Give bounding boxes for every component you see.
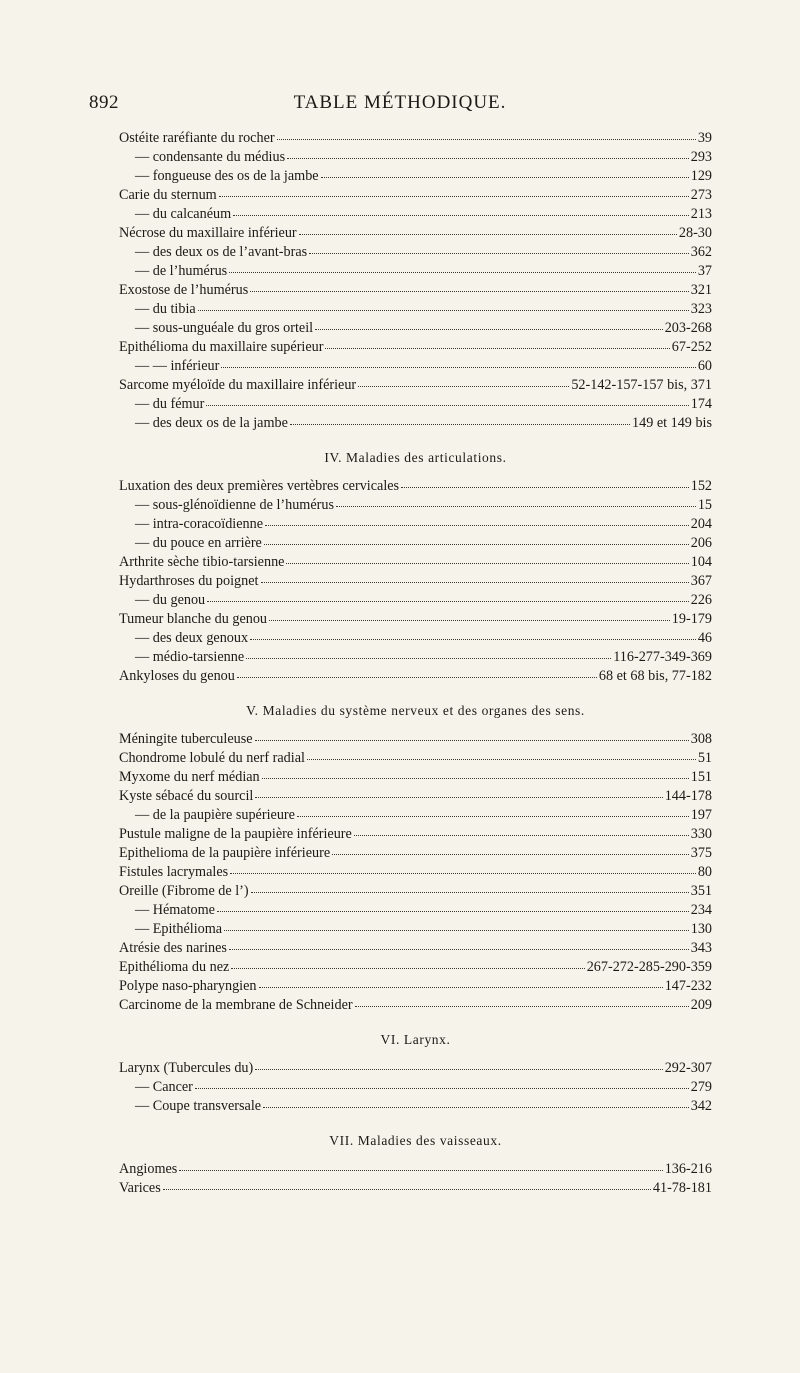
entry-label: — de l’humérus (135, 263, 228, 279)
entry-label: Ostéite raréfiante du rocher (119, 130, 275, 146)
dot-leader (290, 420, 630, 425)
index-entry (119, 1160, 712, 1179)
index-entry (119, 496, 712, 515)
entry-label: Carcinome de la membrane de Schneider (119, 997, 353, 1013)
page-reference: 273 (690, 187, 712, 203)
index-entry (119, 996, 712, 1015)
dot-leader (261, 578, 689, 583)
page-reference: 375 (690, 845, 712, 861)
entry-label: Chondrome lobulé du nerf radial (119, 750, 305, 766)
page-reference: 209 (690, 997, 712, 1013)
dot-leader (358, 382, 569, 387)
entry-label: — Cancer (135, 1079, 193, 1095)
dot-leader (321, 173, 689, 178)
index-entry (119, 534, 712, 553)
entry-label: — intra-coracoïdienne (135, 516, 264, 532)
section-title-vii: VII. Maladies des vaisseaux. (329, 1133, 502, 1148)
page-reference: 203-268 (664, 320, 712, 336)
dot-leader (297, 812, 689, 817)
dot-leader (259, 983, 663, 988)
entry-label: Arthrite sèche tibio-tarsienne (119, 554, 285, 570)
dot-leader (229, 268, 696, 273)
index-entry (119, 414, 712, 433)
page-reference: 234 (690, 902, 712, 918)
dot-leader (265, 521, 689, 526)
index-entry (119, 262, 712, 281)
index-entry (119, 553, 712, 572)
index-entry (119, 477, 712, 496)
entry-label: — du fémur (135, 396, 205, 412)
entry-label: — sous-unguéale du gros orteil (135, 320, 314, 336)
dot-leader (286, 559, 688, 564)
page-reference: 51 (697, 750, 712, 766)
page-reference: 343 (690, 940, 712, 956)
index-entry (119, 806, 712, 825)
page-reference: 293 (690, 149, 712, 165)
index-entry (119, 376, 712, 395)
index-entry (119, 844, 712, 863)
page-reference: 213 (690, 206, 712, 222)
index-entry (119, 205, 712, 224)
page-header (0, 92, 800, 116)
index-entry (119, 920, 712, 939)
entry-label: — Epithélioma (135, 921, 223, 937)
dot-leader (221, 363, 696, 368)
dot-leader (246, 654, 611, 659)
page-reference: 292-307 (664, 1060, 712, 1076)
index-entry (119, 515, 712, 534)
page-reference: 52-142-157-157 bis, 371 (571, 377, 712, 393)
page-reference: 197 (690, 807, 712, 823)
page-reference: 60 (697, 358, 712, 374)
page-reference: 136-216 (664, 1161, 712, 1177)
index-entry (119, 1097, 712, 1116)
entry-label: — du genou (135, 592, 206, 608)
page-reference: 39 (697, 130, 712, 146)
index-entry (119, 167, 712, 186)
dot-leader (250, 635, 696, 640)
entry-label: — fongueuse des os de la jambe (135, 168, 319, 184)
dot-leader (309, 249, 689, 254)
index-entry (119, 863, 712, 882)
entry-label: Pustule maligne de la paupière inférieure (119, 826, 352, 842)
page-reference: 19-179 (671, 611, 712, 627)
entry-label: Luxation des deux premières vertèbres cervicales (119, 478, 400, 494)
entry-label: Atrésie des narines (119, 940, 227, 956)
dot-leader (224, 926, 689, 931)
index-entry (119, 300, 712, 319)
entry-label: Epithélioma du nez (119, 959, 230, 975)
index-section-vii (119, 1160, 712, 1198)
index-entry (119, 629, 712, 648)
entry-label: Epithelioma de la paupière inférieure (119, 845, 331, 861)
entry-label: Tumeur blanche du genou (119, 611, 268, 627)
entry-label: Carie du sternum (119, 187, 217, 203)
page-reference: 308 (690, 731, 712, 747)
dot-leader (237, 673, 597, 678)
page-reference: 226 (690, 592, 712, 608)
page-reference: 46 (697, 630, 712, 646)
page-reference: 147-232 (664, 978, 712, 994)
dot-leader (207, 597, 689, 602)
index-entry (119, 667, 712, 686)
dot-leader (217, 907, 689, 912)
entry-label: Epithélioma du maxillaire supérieur (119, 339, 324, 355)
dot-leader (277, 135, 696, 140)
page-reference: 367 (690, 573, 712, 589)
dot-leader (325, 344, 669, 349)
page-reference: 149 et 149 bis (632, 415, 712, 431)
dot-leader (229, 945, 689, 950)
dot-leader (354, 831, 689, 836)
entry-label: — des deux os de l’avant-bras (135, 244, 308, 260)
page-reference: 362 (690, 244, 712, 260)
page-reference: 330 (690, 826, 712, 842)
entry-label: — de la paupière supérieure (135, 807, 295, 823)
index-section-iv (119, 477, 712, 686)
index-entry (119, 958, 712, 977)
page-reference: 28-30 (678, 225, 712, 241)
entry-label: Myxome du nerf médian (119, 769, 260, 785)
index-entry (119, 749, 712, 768)
dot-leader (299, 230, 677, 235)
page-reference: 151 (690, 769, 712, 785)
entry-label: — des deux os de la jambe (135, 415, 288, 431)
index-entry (119, 357, 712, 376)
index-entry (119, 730, 712, 749)
page-reference: 15 (697, 497, 712, 513)
entry-label: — médio-tarsienne (135, 649, 245, 665)
index-section-vi (119, 1059, 712, 1116)
page-reference: 129 (690, 168, 712, 184)
running-title: TABLE MÉTHODIQUE. (293, 92, 507, 113)
page-number: 892 (89, 92, 119, 113)
dot-leader (255, 793, 662, 798)
entry-label: Kyste sébacé du sourcil (119, 788, 254, 804)
page-reference: 144-178 (664, 788, 712, 804)
dot-leader (219, 192, 689, 197)
index-entry (119, 243, 712, 262)
page-reference: 67-252 (671, 339, 712, 355)
page-reference: 80 (697, 864, 712, 880)
dot-leader (179, 1166, 662, 1171)
entry-label: Oreille (Fibrome de l’) (119, 883, 249, 899)
index-entry (119, 882, 712, 901)
index-entry (119, 338, 712, 357)
index-entry (119, 610, 712, 629)
index-entry (119, 148, 712, 167)
index-entry (119, 901, 712, 920)
index-entry (119, 1078, 712, 1097)
page-reference: 174 (690, 396, 712, 412)
entry-label: — — inférieur (135, 358, 220, 374)
index-entry (119, 787, 712, 806)
index-entry (119, 768, 712, 787)
dot-leader (233, 211, 689, 216)
section-title-iv: IV. Maladies des articulations. (324, 450, 507, 465)
entry-label: — sous-glénoïdienne de l’humérus (135, 497, 334, 513)
dot-leader (262, 774, 689, 779)
page-reference: 267-272-285-290-359 (586, 959, 712, 975)
entry-label: — du tibia (135, 301, 196, 317)
entry-label: Nécrose du maxillaire inférieur (119, 225, 297, 241)
dot-leader (269, 616, 670, 621)
entry-label: Exostose de l’humérus (119, 282, 249, 298)
page-reference: 41-78-181 (652, 1180, 712, 1196)
entry-label: Angiomes (119, 1161, 178, 1177)
dot-leader (195, 1084, 689, 1089)
index-body (119, 129, 712, 1198)
index-block-bones (119, 129, 712, 433)
index-entry (119, 224, 712, 243)
entry-label: Hydarthroses du poignet (119, 573, 259, 589)
entry-label: — Coupe transversale (135, 1098, 262, 1114)
entry-label: — Hématome (135, 902, 215, 918)
index-section-v (119, 730, 712, 1015)
index-entry (119, 591, 712, 610)
index-entry (119, 186, 712, 205)
dot-leader (230, 869, 696, 874)
dot-leader (355, 1002, 689, 1007)
entry-label: — des deux genoux (135, 630, 249, 646)
dot-leader (263, 1103, 689, 1108)
index-entry (119, 319, 712, 338)
index-entry (119, 939, 712, 958)
index-entry (119, 977, 712, 996)
entry-label: Fistules lacrymales (119, 864, 229, 880)
page-reference: 342 (690, 1098, 712, 1114)
page-reference: 104 (690, 554, 712, 570)
page-reference: 279 (690, 1079, 712, 1095)
index-entry (119, 825, 712, 844)
index-entry (119, 572, 712, 591)
dot-leader (206, 401, 688, 406)
entry-label: Polype naso-pharyngien (119, 978, 257, 994)
dot-leader (163, 1185, 651, 1190)
index-entry (119, 1059, 712, 1078)
entry-label: — du calcanéum (135, 206, 232, 222)
dot-leader (250, 287, 688, 292)
page-reference: 321 (690, 282, 712, 298)
entry-label: — condensante du médius (135, 149, 286, 165)
page-reference: 130 (690, 921, 712, 937)
page-reference: 152 (690, 478, 712, 494)
entry-label: Sarcome myéloïde du maxillaire inférieur (119, 377, 357, 393)
dot-leader (251, 888, 689, 893)
page-reference: 116-277-349-369 (613, 649, 712, 665)
page-reference: 204 (690, 516, 712, 532)
dot-leader (332, 850, 689, 855)
page-reference: 37 (697, 263, 712, 279)
entry-label: Larynx (Tubercules du) (119, 1060, 254, 1076)
entry-label: — du pouce en arrière (135, 535, 262, 551)
dot-leader (287, 154, 689, 159)
index-entry (119, 281, 712, 300)
page-reference: 351 (690, 883, 712, 899)
dot-leader (231, 964, 584, 969)
dot-leader (255, 1065, 662, 1070)
index-entry (119, 648, 712, 667)
dot-leader (264, 540, 689, 545)
page-reference: 323 (690, 301, 712, 317)
page-reference: 206 (690, 535, 712, 551)
entry-label: Méningite tuberculeuse (119, 731, 253, 747)
section-title-v: V. Maladies du système nerveux et des organes des sens. (246, 703, 585, 718)
index-entry (119, 129, 712, 148)
dot-leader (315, 325, 663, 330)
dot-leader (198, 306, 689, 311)
entry-label: Varices (119, 1180, 161, 1196)
dot-leader (307, 755, 696, 760)
index-entry (119, 395, 712, 414)
page-reference: 68 et 68 bis, 77-182 (598, 668, 712, 684)
dot-leader (401, 483, 689, 488)
dot-leader (255, 736, 689, 741)
dot-leader (336, 502, 696, 507)
index-entry (119, 1179, 712, 1198)
entry-label: Ankyloses du genou (119, 668, 235, 684)
section-title-vi: VI. Larynx. (380, 1032, 451, 1047)
